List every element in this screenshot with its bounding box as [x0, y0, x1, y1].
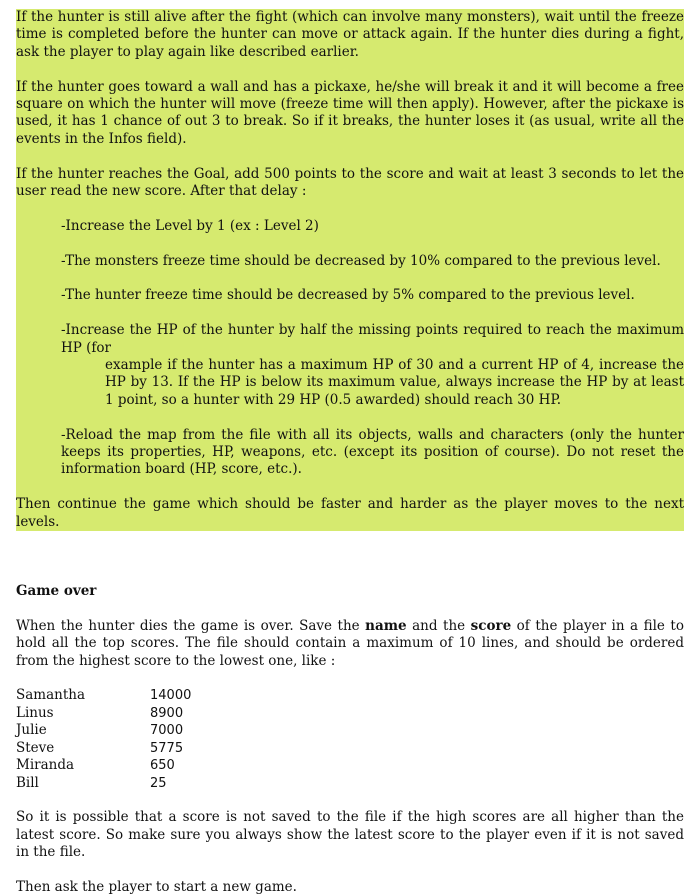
score-row — [16, 775, 191, 792]
score-player-name: Miranda — [16, 757, 75, 774]
list-item-hunter-freeze: -The hunter freeze time should be decreased by 5% compared to the previous level. — [61, 287, 635, 304]
score-row — [16, 705, 191, 722]
score-value: 25 — [150, 775, 167, 791]
score-value: 7000 — [150, 723, 184, 739]
score-player-name: Julie — [16, 722, 47, 739]
list-item-monster-freeze: -The monsters freeze time should be decreased by 10% compared to the previous level. — [61, 252, 661, 269]
intro-bold-score: score — [470, 617, 512, 634]
high-score-list — [16, 687, 191, 791]
paragraph-score-not-saved: So it is possible that a score is not saved to the file if the high scores are all higher than the latest score. So make sure you always show the latest score to the player even if it is not saved in the file. — [16, 809, 684, 861]
list-item-hp-first-line: -Increase the HP of the hunter by half the missing points required to reach the maximum HP (for — [61, 322, 684, 356]
intro-bold-name: name — [365, 617, 407, 634]
list-item-level: -Increase the Level by 1 (ex : Level 2) — [61, 217, 319, 234]
paragraph-after-fight: If the hunter is still alive after the fight (which can involve many monsters), wait until the freeze time is completed before the hunter can move or attack again. If the hunter dies during a fight, ask the player to play again like described earlier. — [16, 9, 684, 60]
paragraph-goal: If the hunter reaches the Goal, add 500 points to the score and wait at least 3 seconds to let the user read the new score. After that delay : — [16, 165, 684, 200]
section-heading-game-over: Game over — [16, 583, 97, 600]
paragraph-game-over-intro — [16, 618, 684, 670]
intro-text-a: When the hunter dies the game is over. Save the — [16, 617, 366, 634]
paragraph-continue: Then continue the game which should be faster and harder as the player moves to the next levels. — [16, 496, 684, 530]
score-player-name: Bill — [16, 774, 39, 791]
paragraph-new-game: Then ask the player to start a new game. — [16, 878, 297, 895]
score-row — [16, 757, 191, 774]
score-value: 14000 — [150, 688, 192, 704]
score-value: 8900 — [150, 705, 184, 721]
score-value: 5775 — [150, 740, 184, 756]
highlighted-section — [16, 9, 684, 531]
score-value: 650 — [150, 758, 175, 774]
list-item-hp-continuation: example if the hunter has a maximum HP of 30 and a current HP of 4, increase the HP by 13. If the HP is below its maximum value, always increase the HP by at least 1 point, so a hunter with 29 HP (0.5 awarded) should reach 30 HP. — [105, 357, 684, 408]
score-player-name: Linus — [16, 704, 54, 721]
score-player-name: Steve — [16, 739, 55, 756]
score-row — [16, 687, 191, 704]
list-item-hp — [16, 322, 684, 409]
intro-text-b: and the — [406, 617, 471, 634]
score-row — [16, 740, 191, 757]
intro-text-c: of the player in a file to hold all the top scores. The file should contain a maximum of 10 lines, and should be ordered from the highest score to the lowest one, like : — [16, 617, 684, 669]
paragraph-pickaxe: If the hunter goes toward a wall and has a pickaxe, he/she will break it and it will become a free square on which the hunter will move (freeze time will then apply). However, after the pickaxe is used, it has 1 chance of out 3 to break. So if it breaks, the hunter loses it (as usual, write all the events in the Infos field). — [16, 78, 684, 147]
score-player-name: Samantha — [16, 687, 86, 704]
score-row — [16, 722, 191, 739]
list-item-reload: -Reload the map from the file with all its objects, walls and characters (only the hunter keeps its properties, HP, weapons, etc. (except its position of course). Do not reset the information board (HP, score, etc.). — [61, 426, 684, 478]
